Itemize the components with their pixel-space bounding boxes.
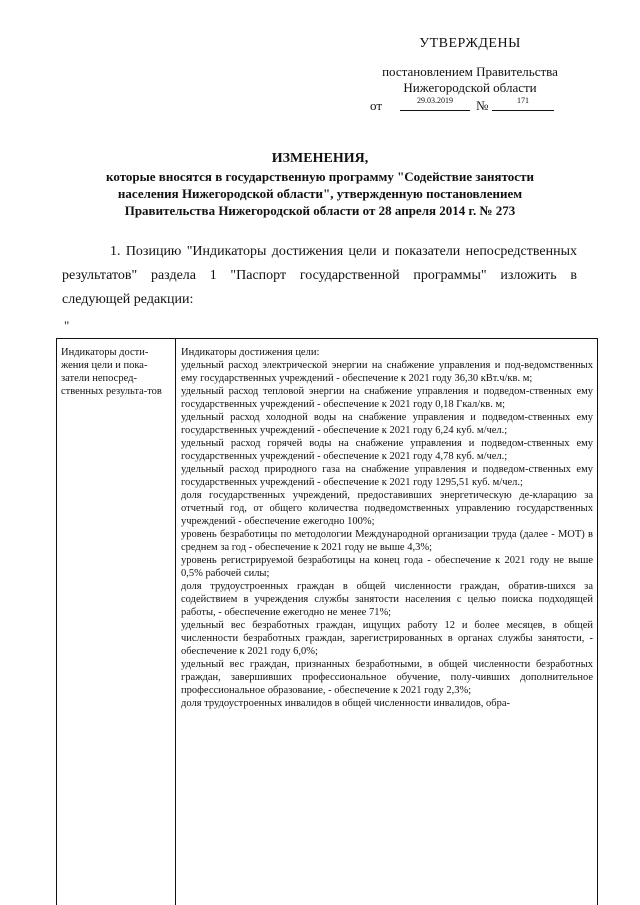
indicator-item: доля трудоустроенных граждан в общей численности граждан, обратив-шихся за содействием в учреждения службы занятости населения с целью поиска подходящей работы, - обеспечение ежегодно не менее 71%; (181, 581, 593, 618)
approval-title: УТВЕРЖДЕНЫ (419, 36, 521, 51)
approval-line-1: постановлением Правительства (382, 64, 558, 79)
indicator-item: удельный расход природного газа на снабжение управления и подведом-ственных ему государственных учреждений - обеспечение к 2021 году 1295,51 куб. м/чел.; (181, 464, 593, 488)
title-line-2: населения Нижегородской области", утвержденную постановлением (117, 186, 523, 201)
approval-date: 29.03.2019 (400, 96, 470, 111)
indicator-item: удельный вес граждан, признанных безработными, в общей численности безработных граждан, завершивших профессиональное обучение, полу-чивших дополнительное профессиональное образование, - обеспечение к 2021 году 2,3%; (181, 659, 593, 696)
amendment-paragraph (62, 240, 577, 312)
opening-quote: " (64, 318, 70, 333)
title-heading: ИЗМЕНЕНИЯ, (271, 151, 369, 166)
indicator-item: уровень регистрируемой безработицы на конец года - обеспечение к 2021 году не выше 0,5% рабочей силы; (181, 555, 593, 579)
title-line-3: Правительства Нижегородской области от 28 апреля 2014 г. № 273 (124, 203, 516, 218)
indicator-item: удельный расход электрической энергии на снабжение управления и под-ведомственных ему государственных учреждений - обеспечение к 2021 году 36,30 кВт.ч/кв. м; (181, 360, 593, 384)
from-label: от (370, 98, 383, 113)
title-line-1: которые вносятся в государственную программу "Содействие занятости (106, 169, 534, 184)
number-label: № (476, 98, 489, 113)
approval-number: 171 (492, 96, 554, 111)
indicator-item: Индикаторы достижения цели: (181, 347, 320, 358)
column-divider (175, 339, 176, 905)
paragraph-text: 1. Позицию "Индикаторы достижения цели и показатели непосредственных результатов" раздела 1 "Паспорт государственной программы" изложить в следующей редакции: (62, 244, 577, 307)
indicator-item: уровень безработицы по методологии Международной организации труда (далее - МОТ) в среднем за год - обеспечение к 2021 году не выше 4,3%; (181, 529, 593, 553)
indicator-item: удельный расход тепловой энергии на снабжение управления и подведом-ственных ему государственных учреждений - обеспечение к 2021 году 0,18 Гкал/кв. м; (181, 386, 593, 410)
approval-block (360, 36, 580, 114)
table-left-cell: Индикаторы дости-жения цели и пока-затели непосред-ственных результа-тов (61, 347, 162, 397)
indicator-item: удельный расход горячей воды на снабжение управления и подведом-ственных ему государственных учреждений - обеспечение к 2021 году 4,78 куб. м/чел.; (181, 438, 593, 462)
indicator-item: удельный расход холодной воды на снабжение управления и подведом-ственных ему государственных учреждений - обеспечение к 2021 году 6,24 куб. м/чел.; (181, 412, 593, 436)
indicator-item: доля государственных учреждений, предоставивших энергетическую де-кларацию за отчетный год, от общего количества подведомственных управлению государственных учреждений - обеспечение ежегодно 100%; (181, 490, 593, 527)
indicators-table (56, 338, 598, 905)
table-right-cell (181, 346, 593, 710)
indicator-item: доля трудоустроенных инвалидов в общей численности инвалидов, обра- (181, 698, 511, 709)
document-title (60, 150, 580, 219)
indicator-item: удельный вес безработных граждан, ищущих работу 12 и более месяцев, в общей численности безработных граждан, зарегистрированных в органах службы занятости, - обеспечение к 2021 году 6,0%; (181, 620, 593, 657)
approval-date-row (360, 96, 580, 114)
approval-line-2: Нижегородской области (403, 80, 537, 95)
